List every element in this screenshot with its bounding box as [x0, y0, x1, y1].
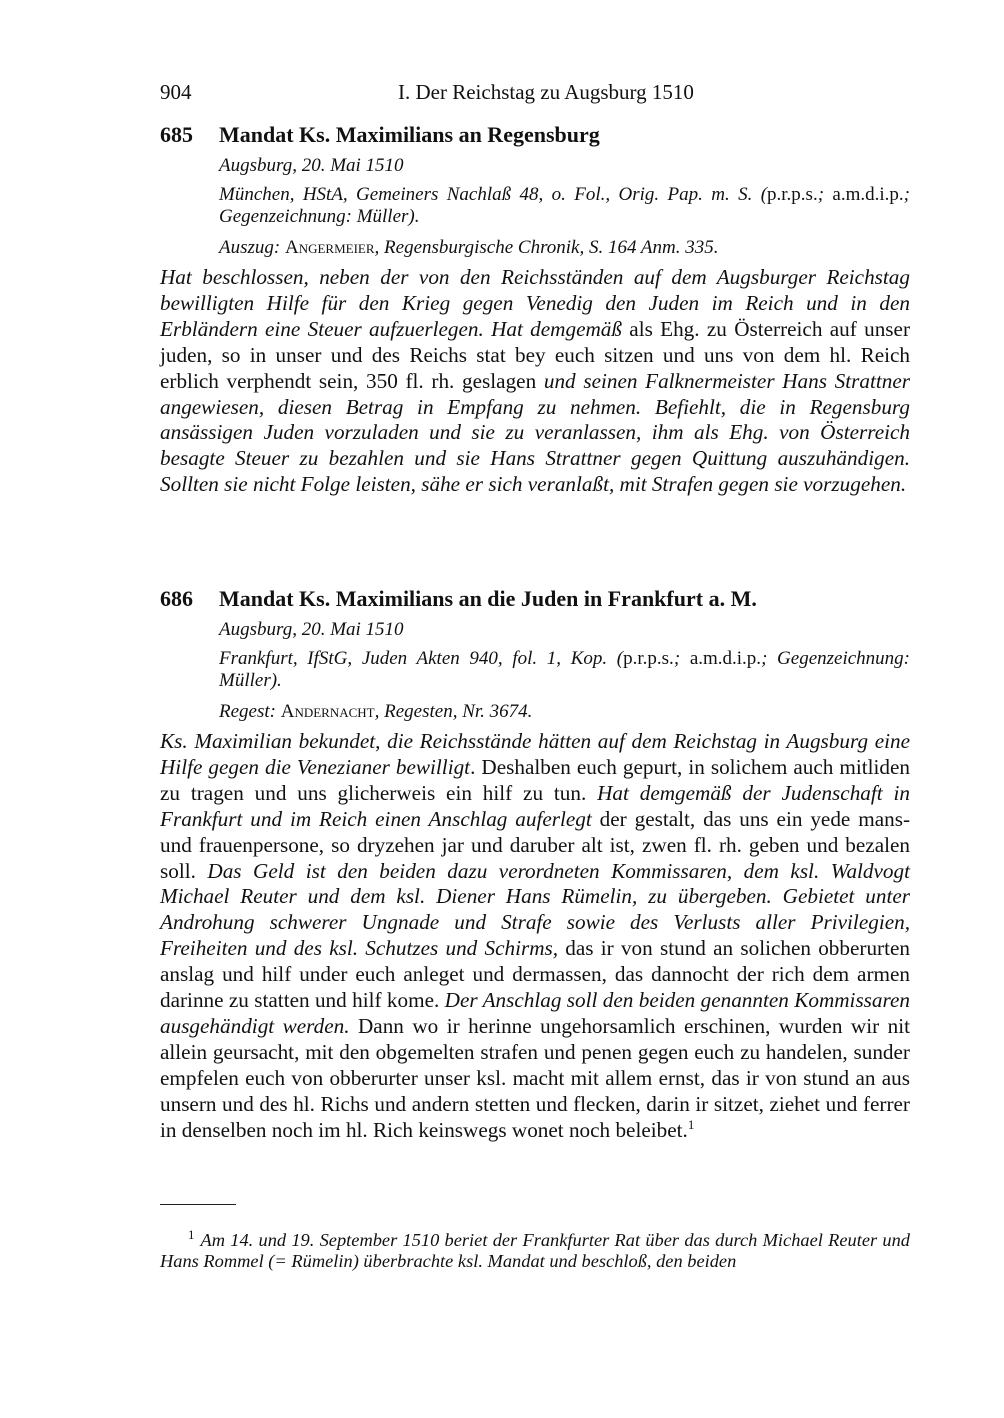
page-number: 904: [160, 80, 192, 104]
entry-heading: [160, 122, 910, 148]
entry-literature: Regest: Andernacht, Regesten, Nr. 3674.: [219, 701, 533, 722]
entry-number: 685: [160, 122, 193, 147]
footnote-reference[interactable]: 1: [687, 1116, 695, 1132]
footnote-text: Am 14. und 19. September 1510 beriet der Frankfurter Rat über das durch Michael Reuter und Hans Rommel (= Rümelin) überbrachte ksl. Mandat und beschloß, den beiden: [160, 1230, 910, 1272]
footnote-mark: 1: [188, 1227, 195, 1243]
entry-meta: [219, 619, 910, 723]
entry-source: Frankfurt, IfStG, Juden Akten 940, fol. 1, Kop. (p.r.p.s.; a.m.d.i.p.; Gegenzeichnung: Müller).: [219, 648, 911, 691]
running-title: I. Der Reichstag zu Augsburg 1510: [398, 80, 694, 104]
entry-685: [160, 122, 910, 498]
page-header: [160, 80, 910, 108]
footnote: [160, 1227, 910, 1272]
entry-heading: [160, 586, 910, 612]
entry-body: Hat beschlossen, neben der von den Reichsständen auf dem Augsburger Reichstag bewilligten Hilfe für den Krieg gegen Venedig den Juden im Reich und in den Erbländern eine Steuer aufzuerlegen. Hat demgemäß als Ehg. zu Österreich auf unser juden, so in unser und des Reichs stat bey euch sitzen und uns von dem hl. Reich erblich verphendt sein, 350 fl. rh. geslagen und seinen Falknermeister Hans Strattner angewiesen, diesen Betrag in Empfang zu nehmen. Befiehlt, die in Regensburg ansässigen Juden vorzuladen und sie zu veranlassen, ihm als Ehg. von Österreich besagte Steuer zu bezahlen und sie Hans Strattner gegen Quittung auszuhändigen. Sollten sie nicht Folge leisten, sähe er sich veranlaßt, mit Strafen gegen sie vorzugehen.: [160, 265, 911, 497]
entry-literature: Auszug: Angermeier, Regensburgische Chronik, S. 164 Anm. 335.: [219, 237, 719, 258]
entry-source: München, HStA, Gemeiners Nachlaß 48, o. Fol., Orig. Pap. m. S. (p.r.p.s.; a.m.d.i.p.; Gegenzeichnung: Müller).: [219, 184, 910, 227]
entry-686: [160, 586, 910, 1144]
entry-date: Augsburg, 20. Mai 1510: [219, 155, 404, 176]
footnote-rule: [160, 1204, 236, 1205]
entry-meta: [219, 155, 910, 259]
entry-date: Augsburg, 20. Mai 1510: [219, 619, 404, 640]
entry-title: Mandat Ks. Maximilians an die Juden in Frankfurt a. M.: [219, 586, 757, 611]
entry-title: Mandat Ks. Maximilians an Regensburg: [219, 122, 600, 147]
entry-number: 686: [160, 586, 193, 611]
entry-body: Ks. Maximilian bekundet, die Reichsstände hätten auf dem Reichstag in Augsburg eine Hilfe gegen die Venezianer bewilligt. Deshalben euch gepurt, in solichem auch mitliden zu tragen und uns glicherweis ein hilf zu tun. Hat demgemäß der Judenschaft in Frankfurt und im Reich einen Anschlag auferlegt der gestalt, das uns ein yede mans- und frauenpersone, so dryzehen jar und daruber alt ist, zwen fl. rh. geben und bezalen soll. Das Geld ist den beiden dazu verordneten Kommissaren, dem ksl. Waldvogt Michael Reuter und dem ksl. Diener Hans Rümelin, zu übergeben. Gebietet unter Androhung schwerer Ungnade und Strafe sowie des Verlusts aller Privilegien, Freiheiten und des ksl. Schutzes und Schirms, das ir von stund an solichen obberurten anslag und hilf under euch anleget und dermassen, das dannocht der rich dem armen darinne zu statten und hilf kome. Der Anschlag soll den beiden genannten Kommissaren ausgehändigt werden. Dann wo ir herinne ungehorsamlich erschinen, wurden wir nit allein geursacht, mit den obgemelten strafen und penen gegen euch zu handelen, sunder empfelen euch von obberurter unser ksl. macht mit allem ernst, das ir von stund an aus unsern und des hl. Richs und andern stetten und flecken, darin ir sitzet, ziehet und ferrer in denselben noch im hl. Rich keinswegs wonet noch beleibet.$^1$: [160, 729, 910, 1142]
